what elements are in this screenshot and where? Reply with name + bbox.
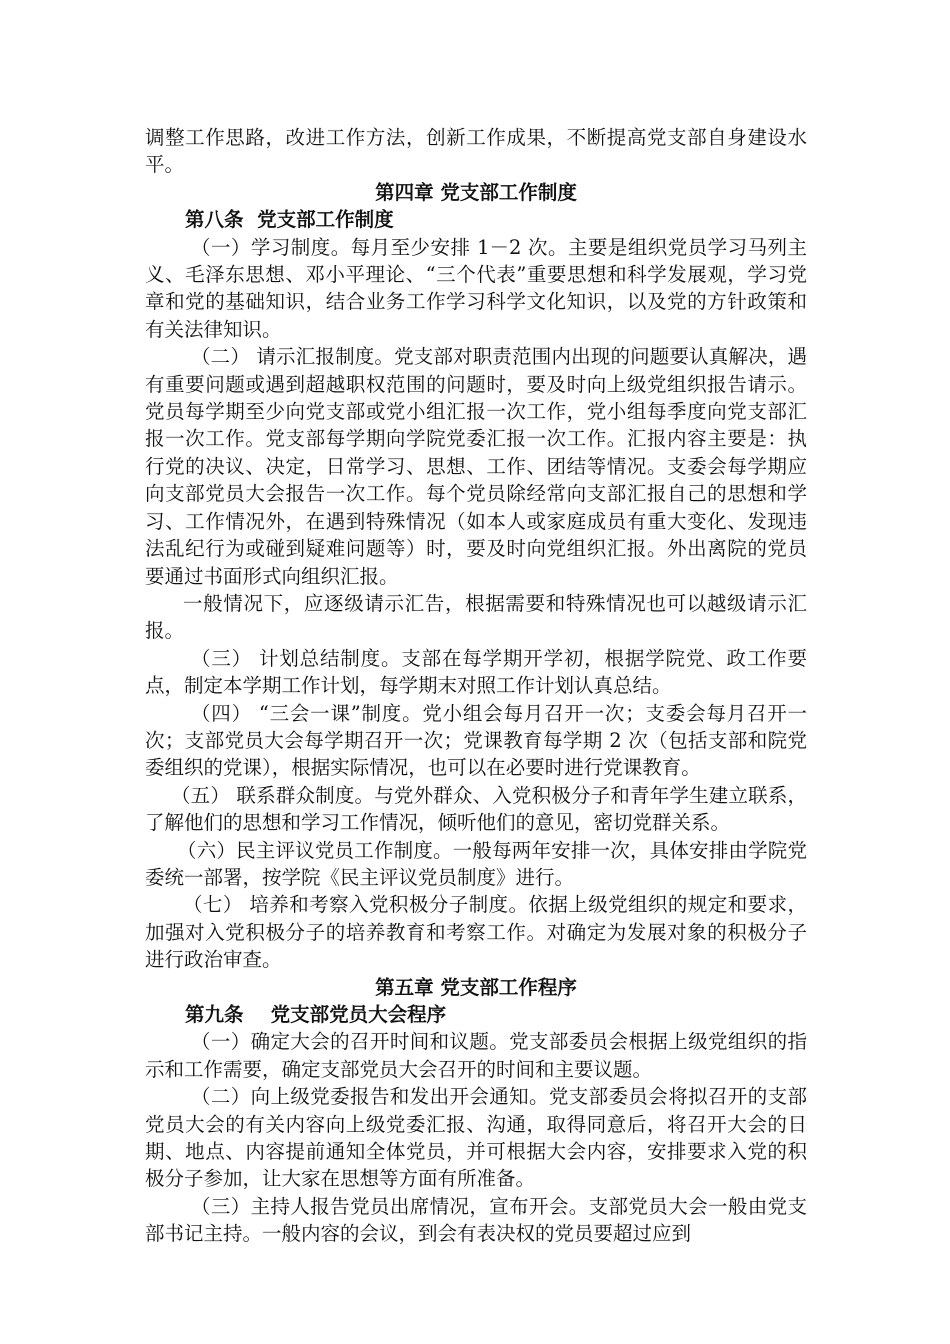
intro-paragraph: 调整工作思路，改进工作方法，创新工作成果，不断提高党支部自身建设水平。 [145, 126, 807, 177]
report-note-paragraph: 一般情况下，应逐级请示汇告，根据需要和特殊情况也可以越级请示汇报。 [145, 591, 807, 643]
study-system-paragraph: （一）学习制度。每月至少安排 1－2 次。主要是组织党员学习马列主义、毛泽东思想、邓小平理论、“三个代表”重要思想和科学发展观，学习党章和党的基础知识，结合业务工作学习科学文化知识，以及党的方针政策和有关法律知识。 [145, 235, 807, 341]
chapter-four-heading: 第四章 党支部工作制度 [375, 180, 577, 204]
report-system-paragraph: （二） 请示汇报制度。党支部对职责范围内出现的问题要认真解决，遇有重要问题或遇到超越职权范围的问题时，要及时向上级党组织报告请示。党员每学期至少向党支部或党小组汇报一次工作，党小组每季度向党支部汇报一次工作。党支部每学期向学院党委汇报一次工作。汇报内容主要是：执行党的决议、决定，日常学习、思想、工作、团结等情况。支委会每学期应向支部党员大会报告一次工作。每个党员除经常向支部汇报自己的思想和学习、工作情况外，在遇到特殊情况（如本人或家庭成员有重大变化、发现违法乱纪行为或碰到疑难问题等）时，要及时向党组织汇报。外出离院的党员要通过书面形式向组织汇报。 [145, 345, 807, 588]
article-eight-heading: 第八条 党支部工作制度 [185, 208, 394, 232]
article-nine-heading: 第九条 党支部党员大会程序 [185, 1003, 447, 1026]
meeting-open-paragraph: （三）主持人报告党员出席情况，宣布开会。支部党员大会一般由党支部书记主持。一般内容的会议，到会有表决权的党员要超过应到 [145, 1194, 807, 1246]
chapter-five-heading: 第五章 党支部工作程序 [375, 975, 577, 999]
mass-contact-paragraph: （五） 联系群众制度。与党外群众、入党积极分子和青年学生建立联系，了解他们的思想和学习工作情况，倾听他们的意见，密切党群关系。 [145, 783, 807, 835]
document-page [145, 124, 807, 1248]
plan-summary-paragraph: （三） 计划总结制度。支部在每学期开学初，根据学院党、政工作要点，制定本学期工作计划，每学期末对照工作计划认真总结。 [145, 646, 807, 698]
democratic-review-paragraph: （六）民主评议党员工作制度。一般每两年安排一次，具体安排由学院党委统一部署，按学院《民主评议党员制度》进行。 [145, 838, 807, 889]
three-meetings-paragraph: （四） “三会一课”制度。党小组会每月召开一次；支委会每月召开一次；支部党员大会每学期召开一次；党课教育每学期 2 次（包括支部和院党委组织的党课），根据实际情况，也可以在必要时进行党课教育。 [145, 701, 807, 780]
meeting-notice-paragraph: （二）向上级党委报告和发出开会通知。党支部委员会将拟召开的支部党员大会的有关内容向上级党委汇报、沟通，取得同意后，将召开大会的日期、地点、内容提前通知全体党员，并可根据大会内容，安排要求入党的积极分子参加，让大家在思想等方面有所准备。 [145, 1085, 807, 1191]
activist-training-paragraph: （七） 培养和考察入党积极分子制度。依据上级党组织的规定和要求，加强对入党积极分子的培养教育和考察工作。对确定为发展对象的积极分子进行政治审查。 [145, 893, 807, 972]
meeting-time-paragraph: （一）确定大会的召开时间和议题。党支部委员会根据上级党组织的指示和工作需要，确定支部党员大会召开的时间和主要议题。 [145, 1030, 807, 1081]
